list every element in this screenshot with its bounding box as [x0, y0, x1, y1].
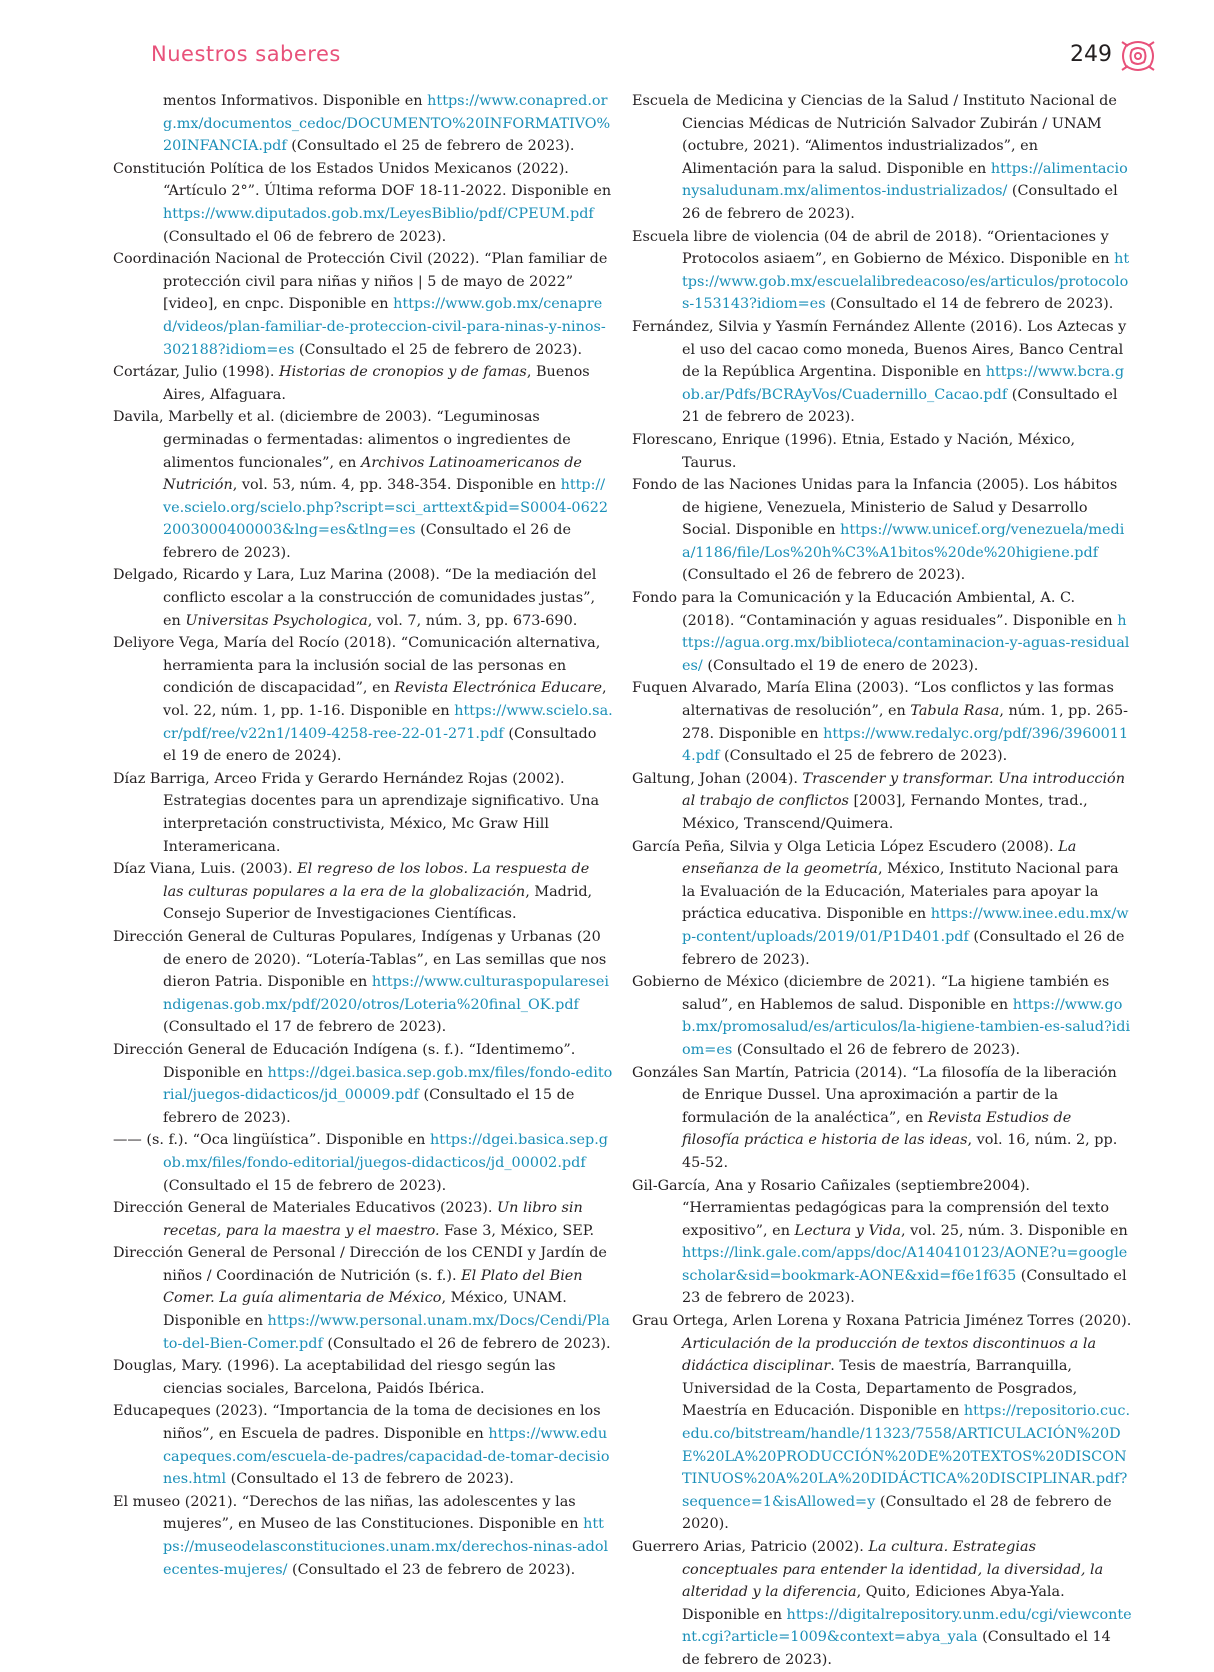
reference-entry	[632, 90, 1132, 226]
reference-text: García Peña, Silvia y Olga Leticia López Escudero (2008).	[632, 838, 1059, 855]
reference-text: Gil-García, Ana y Rosario Cañizales (septiembre2004). “Herramientas pedagógicas para la comprensión del texto expositivo”, en	[632, 1177, 1110, 1239]
reference-title: Universitas Psychologica	[185, 612, 368, 629]
reference-text: (Consultado el 17 de febrero de 2023).	[163, 1019, 447, 1036]
reference-text: Fondo de las Naciones Unidas para la Infancia (2005). Los hábitos de higiene, Venezuela, Ministerio de Salud y Desarrollo Social. Disponible en	[632, 477, 1118, 539]
reference-text: mentos Informativos. Disponible en	[163, 93, 428, 109]
right-reference-column	[632, 90, 1132, 1672]
reference-text: (Consultado el 14 de febrero de 2023).	[825, 296, 1114, 313]
reference-link[interactable]: https://www.personal.unam.mx/Docs/Cendi/Plato-del-Bien-Comer.pdf	[163, 1313, 610, 1352]
reference-text: (Consultado el 25 de febrero de 2023).	[719, 748, 1008, 765]
reference-entry	[113, 1400, 613, 1490]
reference-title: Un libro sin recetas, para la maestra y el maestro.	[163, 1200, 583, 1239]
reference-text: Díaz Barriga, Arceo Frida y Gerardo Hernández Rojas (2002). Estrategias docentes para un aprendizaje significativo. Una interpretación constructivista, México, Mc Graw Hill Interamericana.	[113, 770, 600, 855]
reference-text: Fuquen Alvarado, María Elina (2003). “Los conflictos y las formas alternativas de resolución”, en	[632, 680, 1114, 720]
reference-entry	[113, 1197, 613, 1242]
reference-link[interactable]: https://museodelasconstituciones.unam.mx/derechos-ninas-adolecentes-mujeres/	[163, 1516, 609, 1578]
reference-link[interactable]: https://dgei.basica.sep.gob.mx/files/fondo-editorial/juegos-didacticos/jd_00002.pdf	[163, 1132, 609, 1171]
reference-title: Articulación de la producción de textos discontinuos a la didáctica disciplinar	[682, 1335, 1097, 1375]
reference-text: Florescano, Enrique (1996). Etnia, Estado y Nación, México, Taurus.	[632, 431, 1076, 471]
reference-title: El Plato del Bien Comer. La guía alimentaria de México	[163, 1267, 583, 1307]
reference-text: (Consultado el 13 de febrero de 2023).	[226, 1471, 514, 1488]
reference-text: Dirección General de Culturas Populares, Indígenas y Urbanas (20 de enero de 2020). “Lotería-Tablas”, en Las semillas que nos dieron Patria. Disponible en	[113, 928, 607, 991]
reference-text: , Madrid, Consejo Superior de Investigaciones Científicas.	[163, 883, 593, 923]
reference-title: Archivos Latinoamericanos de Nutrición	[163, 454, 582, 494]
reference-text: Galtung, Johan (2004).	[632, 770, 803, 787]
reference-text: (Consultado el 19 de enero de 2024).	[163, 725, 597, 765]
reference-entry	[632, 1062, 1132, 1175]
reference-text: , Quito, Ediciones Abya-Yala. Disponible en	[682, 1584, 1065, 1623]
reference-text: , vol. 16, núm. 2, pp. 45-52.	[682, 1132, 1118, 1171]
reference-entry	[632, 1536, 1132, 1672]
reference-entry	[632, 1175, 1132, 1311]
reference-text: Grau Ortega, Arlen Lorena y Roxana Patricia Jiménez Torres (2020).	[632, 1313, 1132, 1330]
reference-entry	[113, 1039, 613, 1129]
page-number: 249	[1070, 42, 1112, 67]
reference-title: Lectura y Vida	[794, 1222, 902, 1239]
reference-text: (Consultado el 25 de febrero de 2023).	[286, 138, 575, 155]
reference-text: Davila, Marbelly et al. (diciembre de 2003). “Leguminosas germinadas o fermentadas: alimentos o ingredientes de alimentos funcionales”, en	[113, 409, 571, 471]
ornament-icon	[1118, 36, 1158, 76]
reference-entry	[632, 429, 1132, 474]
reference-text: Dirección General de Personal / Dirección de los CENDI y Jardín de niños / Coordinación de Nutrición (s. f.).	[113, 1245, 607, 1284]
reference-text: Cortázar, Julio (1998).	[113, 364, 280, 381]
reference-text: Constitución Política de los Estados Unidos Mexicanos (2022). “Artículo 2°”. Última reforma DOF 18-11-2022. Disponible en	[113, 160, 612, 200]
reference-link[interactable]: http://ve.scielo.org/scielo.php?script=sci_arttext&pid=S0004-06222003000400003&lng=es&tlng=es	[163, 477, 609, 539]
reference-link[interactable]: https://www.gob.mx/cenapred/videos/plan-familiar-de-proteccion-civil-para-ninas-y-ninos-302188?idiom=es	[163, 296, 606, 358]
reference-link[interactable]: https://www.diputados.gob.mx/LeyesBiblio/pdf/CPEUM.pdf	[163, 205, 594, 222]
reference-link[interactable]: https://www.scielo.sa.cr/pdf/ree/v22n1/1409-4258-ree-22-01-271.pdf	[163, 703, 613, 742]
reference-link[interactable]: https://www.gob.mx/escuelalibredeacoso/es/articulos/protocolos-153143?idiom=es	[682, 251, 1130, 313]
reference-entry	[632, 226, 1132, 316]
reference-text: Díaz Viana, Luis. (2003).	[113, 861, 298, 878]
reference-text: , núm. 1, pp. 265-278. Disponible en	[682, 703, 1129, 742]
reference-text: , Buenos Aires, Alfaguara.	[163, 364, 590, 403]
reference-entry	[113, 1491, 613, 1581]
reference-entry	[113, 361, 613, 406]
reference-entry	[113, 858, 613, 926]
reference-text: (Consultado el 19 de enero de 2023).	[702, 657, 979, 674]
reference-text: (Consultado el 21 de febrero de 2023).	[682, 386, 1118, 426]
reference-title: Tabula Rasa	[910, 703, 1000, 720]
reference-text: Guerrero Arias, Patricio (2002).	[632, 1539, 869, 1555]
reference-text: Gonzáles San Martín, Patricia (2014). “La filosofía de la liberación de Enrique Dussel. Una aproximación a partir de la formulación de la analéctica”, en	[632, 1064, 1117, 1126]
reference-text: (Consultado el 26 de febrero de 2023).	[682, 928, 1125, 968]
reference-text: Deliyore Vega, María del Rocío (2018). “Comunicación alternativa, herramienta para la inclusión social de las personas en condición de discapacidad”, en	[113, 635, 601, 697]
reference-link[interactable]: https://dgei.basica.sep.gob.mx/files/fondo-editorial/juegos-didacticos/jd_00009.pdf	[163, 1064, 613, 1104]
reference-text: Fase 3, México, SEP.	[439, 1222, 595, 1239]
reference-text: —— (s. f.). “Oca lingüística”. Disponible en	[113, 1132, 431, 1149]
reference-text: Escuela de Medicina y Ciencias de la Salud / Instituto Nacional de Ciencias Médicas de Nutrición Salvador Zubirán / UNAM (octubre, 2021). “Alimentos industrializados”, en Alimentación para la salud. Disponible en	[632, 93, 1117, 177]
reference-text: Gobierno de México (diciembre de 2021). “La higiene también es salud”, en Hablemos de salud. Disponible en	[632, 974, 1110, 1013]
reference-link[interactable]: https://www.educapeques.com/escuela-de-padres/capacidad-de-tomar-decisiones.html	[163, 1426, 610, 1488]
reference-entry	[113, 632, 613, 768]
reference-link[interactable]: https://www.culturaspopulareseindigenas.gob.mx/pdf/2020/otros/Loteria%20final_OK.pdf	[163, 974, 609, 1013]
reference-entry	[113, 926, 613, 1039]
reference-title: La enseñanza de la geometría	[682, 838, 1077, 878]
reference-text: (Consultado el 14 de febrero de 2023).	[682, 1629, 1111, 1668]
reference-title: Revista Electrónica Educare	[394, 680, 602, 697]
left-reference-column	[113, 90, 613, 1581]
reference-entry	[632, 474, 1132, 587]
reference-text: (Consultado el 26 de febrero de 2023).	[163, 522, 572, 561]
reference-text: (Consultado el 26 de febrero de 2023).	[682, 183, 1118, 222]
reference-link[interactable]: https://www.redalyc.org/pdf/396/39600114.pdf	[682, 725, 1129, 765]
reference-text: Dirección General de Materiales Educativos (2023).	[113, 1200, 498, 1217]
reference-text: Fernández, Silvia y Yasmín Fernández Allente (2016). Los Aztecas y el uso del cacao como moneda, Buenos Aires, Banco Central de la República Argentina. Disponible en	[632, 318, 1127, 381]
reference-entry	[113, 1355, 613, 1400]
reference-text: (Consultado el 23 de febrero de 2023).	[287, 1561, 576, 1578]
reference-link[interactable]: https://agua.org.mx/biblioteca/contaminacion-y-aguas-residuales/	[682, 612, 1130, 674]
reference-entry	[632, 836, 1132, 972]
reference-entry	[113, 406, 613, 564]
reference-entry	[113, 90, 613, 158]
reference-link[interactable]: https://digitalrepository.unm.edu/cgi/viewcontent.cgi?article=1009&context=abya_yala	[682, 1606, 1132, 1646]
reference-entry	[113, 564, 613, 632]
reference-title: El regreso de los lobos. La respuesta de las culturas populares a la era de la globalización	[163, 861, 590, 900]
reference-text: (Consultado el 25 de febrero de 2023).	[294, 341, 583, 358]
reference-link[interactable]: https://www.bcra.gob.ar/Pdfs/BCRAyVos/Cuadernillo_Cacao.pdf	[682, 364, 1125, 403]
reference-text: (Consultado el 26 de febrero de 2023).	[322, 1335, 611, 1352]
reference-link[interactable]: https://alimentacionysaludunam.mx/alimentos-industrializados/	[682, 160, 1128, 200]
reference-text: Coordinación Nacional de Protección Civil (2022). “Plan familiar de protección civil para niñas y niños | 5 de mayo de 2022” [video], en cnpc. Disponible en	[113, 251, 608, 313]
reference-entry	[113, 158, 613, 248]
reference-entry	[632, 677, 1132, 767]
reference-text: , vol. 22, núm. 1, pp. 1-16. Disponible en	[163, 680, 607, 720]
reference-text: , México, Instituto Nacional para la Evaluación de la Educación, Materiales para apoyar la práctica educativa. Disponible en	[682, 861, 1119, 923]
reference-text: Escuela libre de violencia (04 de abril de 2018). “Orientaciones y Protocolos asiaem”, en Gobierno de México. Disponible en	[632, 228, 1115, 268]
reference-link[interactable]: https://www.gob.mx/promosalud/es/articulos/la-higiene-tambien-es-salud?idiom=es	[682, 996, 1131, 1058]
reference-link[interactable]: https://link.gale.com/apps/doc/A140410123/AONE?u=googlescholar&sid=bookmark-AONE&xid=f6e1f635	[682, 1245, 1128, 1284]
reference-text: (Consultado el 23 de febrero de 2023).	[682, 1267, 1127, 1307]
reference-text: (Consultado el 06 de febrero de 2023).	[163, 228, 447, 245]
reference-text: Fondo para la Comunicación y la Educación Ambiental, A. C. (2018). “Contaminación y aguas residuales”. Disponible en	[632, 590, 1118, 629]
reference-entry	[632, 1310, 1132, 1536]
reference-text: . Tesis de maestría, Barranquilla, Universidad de la Costa, Departamento de Posgrados, Maestría en Educación. Disponible en	[682, 1358, 1078, 1420]
reference-text: , vol. 25, núm. 3. Disponible en	[901, 1222, 1128, 1239]
reference-entry	[632, 971, 1132, 1061]
reference-link[interactable]: https://www.unicef.org/venezuela/media/1186/file/Los%20h%C3%A1bitos%20de%20higiene.pdf	[682, 522, 1125, 561]
reference-text: (Consultado el 26 de febrero de 2023).	[682, 567, 966, 584]
reference-entry	[632, 316, 1132, 429]
reference-title: Historias de cronopios y de famas	[279, 364, 527, 381]
reference-text: , vol. 53, núm. 4, pp. 348-354. Disponible en	[232, 477, 561, 494]
reference-entry	[632, 587, 1132, 677]
reference-link[interactable]: https://repositorio.cuc.edu.co/bitstream/handle/11323/7558/ARTICULACIÓN%20DE%20LA%20PRODUCCIÓN%20DE%20TEXTOS%20DISCONTINUOS%20A%20LA%20DIDÁCTICA%20DISCIPLINAR.pdf?sequence=1&isAllowed=y	[682, 1403, 1131, 1510]
reference-text: [2003], Fernando Montes, trad., México, Transcend/Quimera.	[682, 793, 1088, 832]
reference-entry	[113, 248, 613, 361]
reference-text: Delgado, Ricardo y Lara, Luz Marina (2008). “De la mediación del conflicto escolar a la construcción de comunidades justas”, en	[113, 567, 597, 629]
reference-title: Trascender y transformar. Una introducción al trabajo de conflictos	[682, 770, 1125, 810]
reference-text: (Consultado el 15 de febrero de 2023).	[163, 1087, 575, 1126]
reference-entry	[113, 1242, 613, 1355]
reference-entry	[632, 768, 1132, 836]
reference-title: Revista Estudios de filosofía práctica e historia de las ideas	[682, 1109, 1072, 1149]
reference-entry	[113, 768, 613, 858]
reference-entry	[113, 1129, 613, 1197]
reference-title: La cultura. Estrategias conceptuales para entender la identidad, la diversidad, la alteridad y la diferencia	[682, 1539, 1104, 1601]
reference-text: (Consultado el 28 de febrero de 2020).	[682, 1493, 1112, 1533]
reference-text: Educapeques (2023). “Importancia de la toma de decisiones en los niños”, en Escuela de padres. Disponible en	[113, 1403, 601, 1443]
reference-text: Dirección General de Educación Indígena (s. f.). “Identimemo”. Disponible en	[113, 1041, 576, 1081]
section-title: Nuestros saberes	[151, 42, 341, 66]
reference-link[interactable]: https://www.conapred.org.mx/documentos_cedoc/DOCUMENTO%20INFORMATIVO%20INFANCIA.pdf	[163, 93, 611, 155]
reference-link[interactable]: https://www.inee.edu.mx/wp-content/uploads/2019/01/P1D401.pdf	[682, 906, 1129, 945]
reference-text: Douglas, Mary. (1996). La aceptabilidad del riesgo según las ciencias sociales, Barcelona, Paidós Ibérica.	[113, 1358, 556, 1397]
reference-text: (Consultado el 26 de febrero de 2023).	[732, 1041, 1021, 1058]
reference-text: , México, UNAM. Disponible en	[163, 1290, 567, 1330]
reference-text: (Consultado el 15 de febrero de 2023).	[163, 1177, 447, 1194]
reference-text: , vol. 7, núm. 3, pp. 673-690.	[367, 612, 578, 629]
reference-text: El museo (2021). “Derechos de las niñas, las adolescentes y las mujeres”, en Museo de las Constituciones. Disponible en	[113, 1493, 584, 1533]
